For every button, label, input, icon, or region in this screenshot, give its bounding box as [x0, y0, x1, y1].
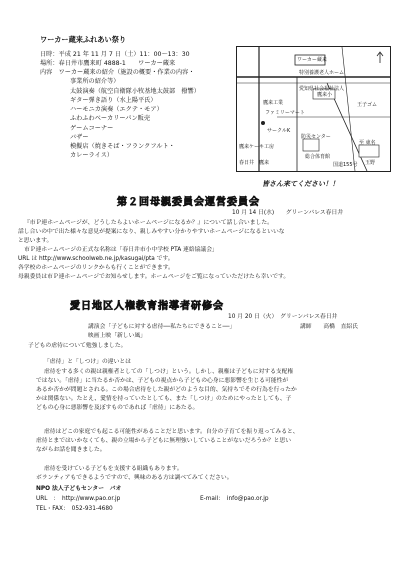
section2-line: 母親委員は市Ｐ連ホームページでお知らせします。ホームページをご覧になっていただけたら幸いです。 [18, 274, 290, 280]
map-label: 王子ゴム [357, 102, 378, 108]
event-item: ハーモニカ演奏（エクテ・モア） [70, 106, 163, 113]
map-label: 総合体育館 [305, 154, 331, 160]
section3-lecturer: 講師 高橋 直紹氏 [300, 324, 358, 330]
map-label: ファミリーマート [265, 110, 305, 116]
event-place: 場所：春日井市鷹来町 4888-1 ワーカー蔵来 [40, 60, 176, 67]
section2-title: 第２回母親委員会運営委員会 [117, 197, 260, 208]
section3-p2-line: ながらお話を聞きました。 [36, 447, 106, 453]
event-item: 模擬店（焼きそば・フランクフルト・ [70, 143, 175, 150]
org-tel: TEL・FAX： 052-931-4680 [36, 506, 113, 512]
map-label: 特別養護老人ホーム [299, 70, 345, 76]
event-item: ふわふわベーカリーパン販売 [70, 115, 151, 122]
section2-line: 話し合いの中で出た様々な意見が提案になり、親しみやすい分かりやすいホームページになるといいな [18, 229, 285, 235]
map-label: 玉野 [365, 160, 376, 166]
event-content-sub: 事業所の紹介等） [70, 78, 120, 85]
map-label: 春日井 鷹来 [239, 160, 270, 166]
section3-video: 映画上映「新しい風」 [88, 333, 146, 339]
event-closing: 皆さん来てください！！ [262, 180, 339, 188]
map-label: 鷹来小 [317, 92, 333, 98]
event-content-head: 内容 ワーカー蔵来の紹介（施設の概要・作業の内容・ [40, 69, 195, 76]
section3-p2-line: 虐待とまではいかなくても、親の立場から子どもに無理強いしていることがないだろうか？と思い [36, 438, 292, 444]
section3-p1-line: ではない。「虐待」に当たるか否かは、子どもの視点から子どもの心身に悪影響を生じる可能性が [36, 378, 289, 384]
section2-line: 市Ｐ連ホームページの正式な名称は「春日井市小中学校 PTA 連絡協議会」 [24, 247, 218, 253]
section2-dateline: 10 月 14 日(水) グリーンパレス春日井 [232, 210, 344, 216]
section3-p2-line: 虐待はどこの家庭でも起こる可能性があることだと思います。自分の子育てを振り返ってみると、 [44, 429, 299, 435]
event-item: ギター弾き語り（水上陽平氏） [70, 97, 157, 104]
section3-title: 愛日地区人権教育指導者研修会 [70, 301, 224, 312]
section3-p1-line: かは関係ない。たとえ、愛情を持っていたとしても、また「しつけ」のためにやったとしても、子 [36, 396, 292, 402]
event-item: カレーライス） [70, 152, 114, 159]
section3-p1-line: あるか否かが問題とされる。この場合虐待をした親がどのような目的、気持ちでその行為を行ったか [36, 387, 297, 393]
org-url: URL ： http://www.pao.or.jp [36, 496, 121, 502]
event-title: ワーカー蔵来ふれあい祭り [40, 35, 127, 44]
event-date: 日時：平成 21 年 11 月 7 日（土）11：00～13：30 [40, 51, 190, 58]
section3-p3-line: 虐待を受けている子どもを支援する組織もあります。 [44, 466, 183, 472]
section3-quote: 「虐待」と「しつけ」の違いとは [44, 359, 131, 365]
map-label: サークルK [267, 128, 291, 134]
section2-line: と思います。 [18, 238, 53, 244]
access-map [236, 46, 391, 172]
event-item: ゲームコーナー [70, 125, 114, 132]
map-label: 愛知県社会福祉法人 [299, 86, 345, 92]
map-label: ワーカー蔵来 [297, 57, 327, 63]
org-email: E-mail： info@pao.or.jp [200, 496, 269, 502]
section2-url: URL は http://www.schoolweb.ne.jp/kasugai/pta です。 [18, 256, 174, 262]
org-name: NPO 法人子どもセンター パオ [36, 486, 122, 492]
event-item: 太鼓演奏（航空自衛隊小牧基地太鼓部 撥響） [70, 88, 200, 95]
map-label: 鷹来工業 [263, 100, 284, 106]
section3-p3-line: ボランティアもできるようですので、興味のある方は調べてみてください。 [36, 475, 233, 481]
map-label: 国道155号 [333, 162, 358, 168]
section3-p1-line: 虐待をする多くの親は親権者としての「しつけ」という。しかし、親権は子どもに対する支配権 [44, 369, 294, 375]
section3-p1-line: どもの心身に悪影響を及ぼすものであれば「虐待」にあたる。 [36, 405, 199, 411]
map-label: 至 東名 [359, 140, 376, 146]
map-label: 防災センター [301, 134, 331, 140]
event-item: バザー [70, 134, 89, 141]
section3-intro: 子どもの虐待について勉強しました。 [28, 343, 127, 349]
section3-dateline: 10 月 20 日（火） グリーンパレス春日井 [228, 314, 338, 320]
section2-line: 『市Ｐ連ホームページが、どうしたらよいホームページになるか？』について話し合いました。 [24, 220, 273, 226]
map-label: 鷹来ケーキ工房 [239, 144, 275, 150]
section3-lecture: 講演会「子どもに対する虐待──私たちにできること──」 [88, 324, 236, 330]
section2-line: 各学校のホームページのリンクからも行くことができます。 [18, 265, 174, 271]
